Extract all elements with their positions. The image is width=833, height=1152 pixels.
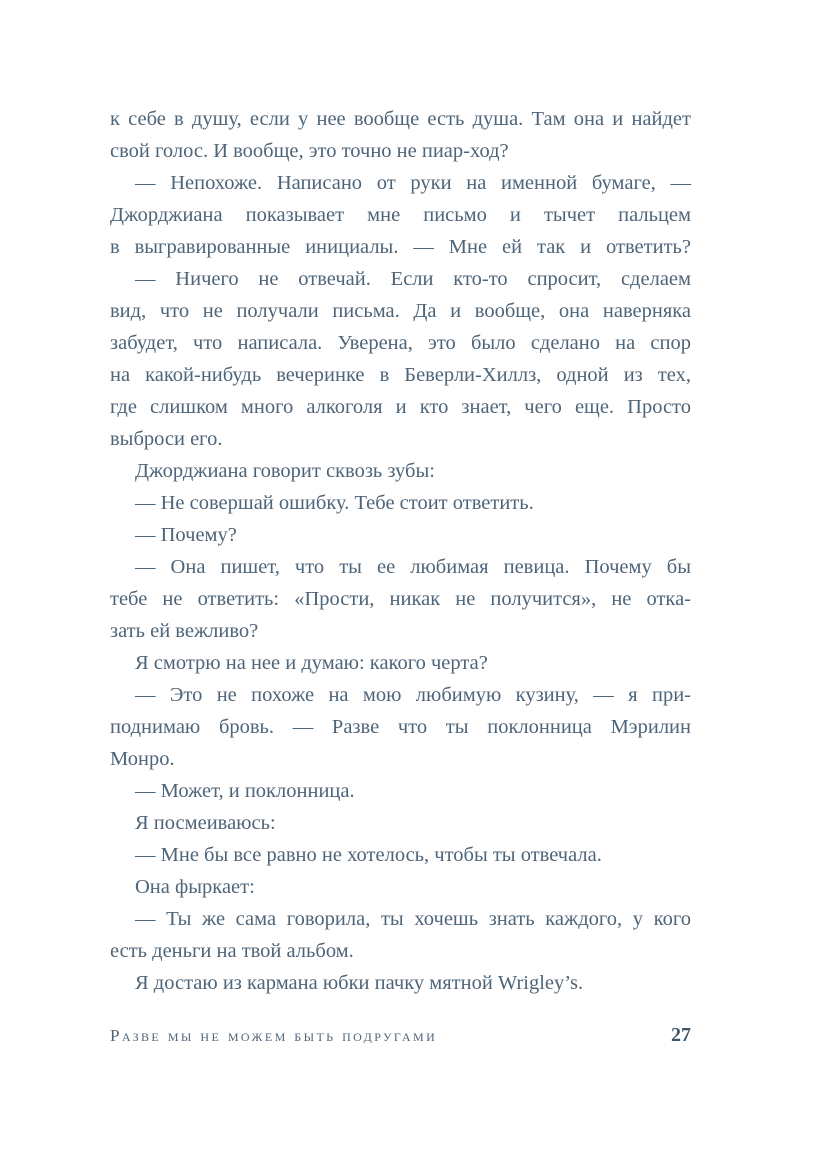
body-line: вид, что не получали письма. Да и вообще, она наверняка xyxy=(110,300,691,322)
body-line: Я смотрю на нее и думаю: какого черта? xyxy=(135,652,488,674)
running-title: Разве мы не можем быть подругами xyxy=(110,1026,438,1045)
page-footer xyxy=(110,1026,691,1056)
body-line: Джорджиана говорит сквозь зубы: xyxy=(135,460,435,482)
body-line: в выгравированные инициалы. — Мне ей так и ответить? xyxy=(110,236,691,258)
body-line: где слишком много алкоголя и кто знает, чего еще. Просто xyxy=(110,396,691,418)
body-line: выброси его. xyxy=(110,428,223,450)
body-line: на какой-нибудь вечеринке в Беверли-Хиллз, одной из тех, xyxy=(110,364,691,386)
body-line: — Ты же сама говорила, ты хочешь знать каждого, у кого xyxy=(135,908,691,930)
body-line: — Мне бы все равно не хотелось, чтобы ты отвечала. xyxy=(135,844,602,866)
body-line: есть деньги на твой альбом. xyxy=(110,940,354,962)
body-line: — Ничего не отвечай. Если кто-то спросит, сделаем xyxy=(135,268,691,290)
body-line: Я достаю из кармана юбки пачку мятной Wrigley’s. xyxy=(135,972,584,994)
body-line: тебе не ответить: «Прости, никак не получится», не отка- xyxy=(110,588,691,610)
body-line: поднимаю бровь. — Разве что ты поклонница Мэрилин xyxy=(110,716,691,738)
body-line: — Не совершай ошибку. Тебе стоит ответить. xyxy=(135,492,534,514)
body-line: — Это не похоже на мою любимую кузину, — я при- xyxy=(135,684,691,706)
body-line: к себе в душу, если у нее вообще есть душа. Там она и найдет xyxy=(110,108,691,130)
body-line: — Непохоже. Написано от руки на именной бумаге, — xyxy=(135,172,691,194)
body-line: Джорджиана показывает мне письмо и тычет пальцем xyxy=(110,204,691,226)
body-line: забудет, что написала. Уверена, это было сделано на спор xyxy=(110,332,691,354)
body-line: Монро. xyxy=(110,748,175,770)
body-text xyxy=(110,103,691,999)
page-number: 27 xyxy=(671,1024,691,1046)
body-line: Я посмеиваюсь: xyxy=(135,812,276,834)
body-line: зать ей вежливо? xyxy=(110,620,259,642)
body-line: свой голос. И вообще, это точно не пиар-ход? xyxy=(110,140,509,162)
body-line: — Может, и поклонница. xyxy=(135,780,355,802)
body-line: — Почему? xyxy=(135,524,237,546)
body-line: Она фыркает: xyxy=(135,876,255,898)
body-line: — Она пишет, что ты ее любимая певица. Почему бы xyxy=(135,556,691,578)
